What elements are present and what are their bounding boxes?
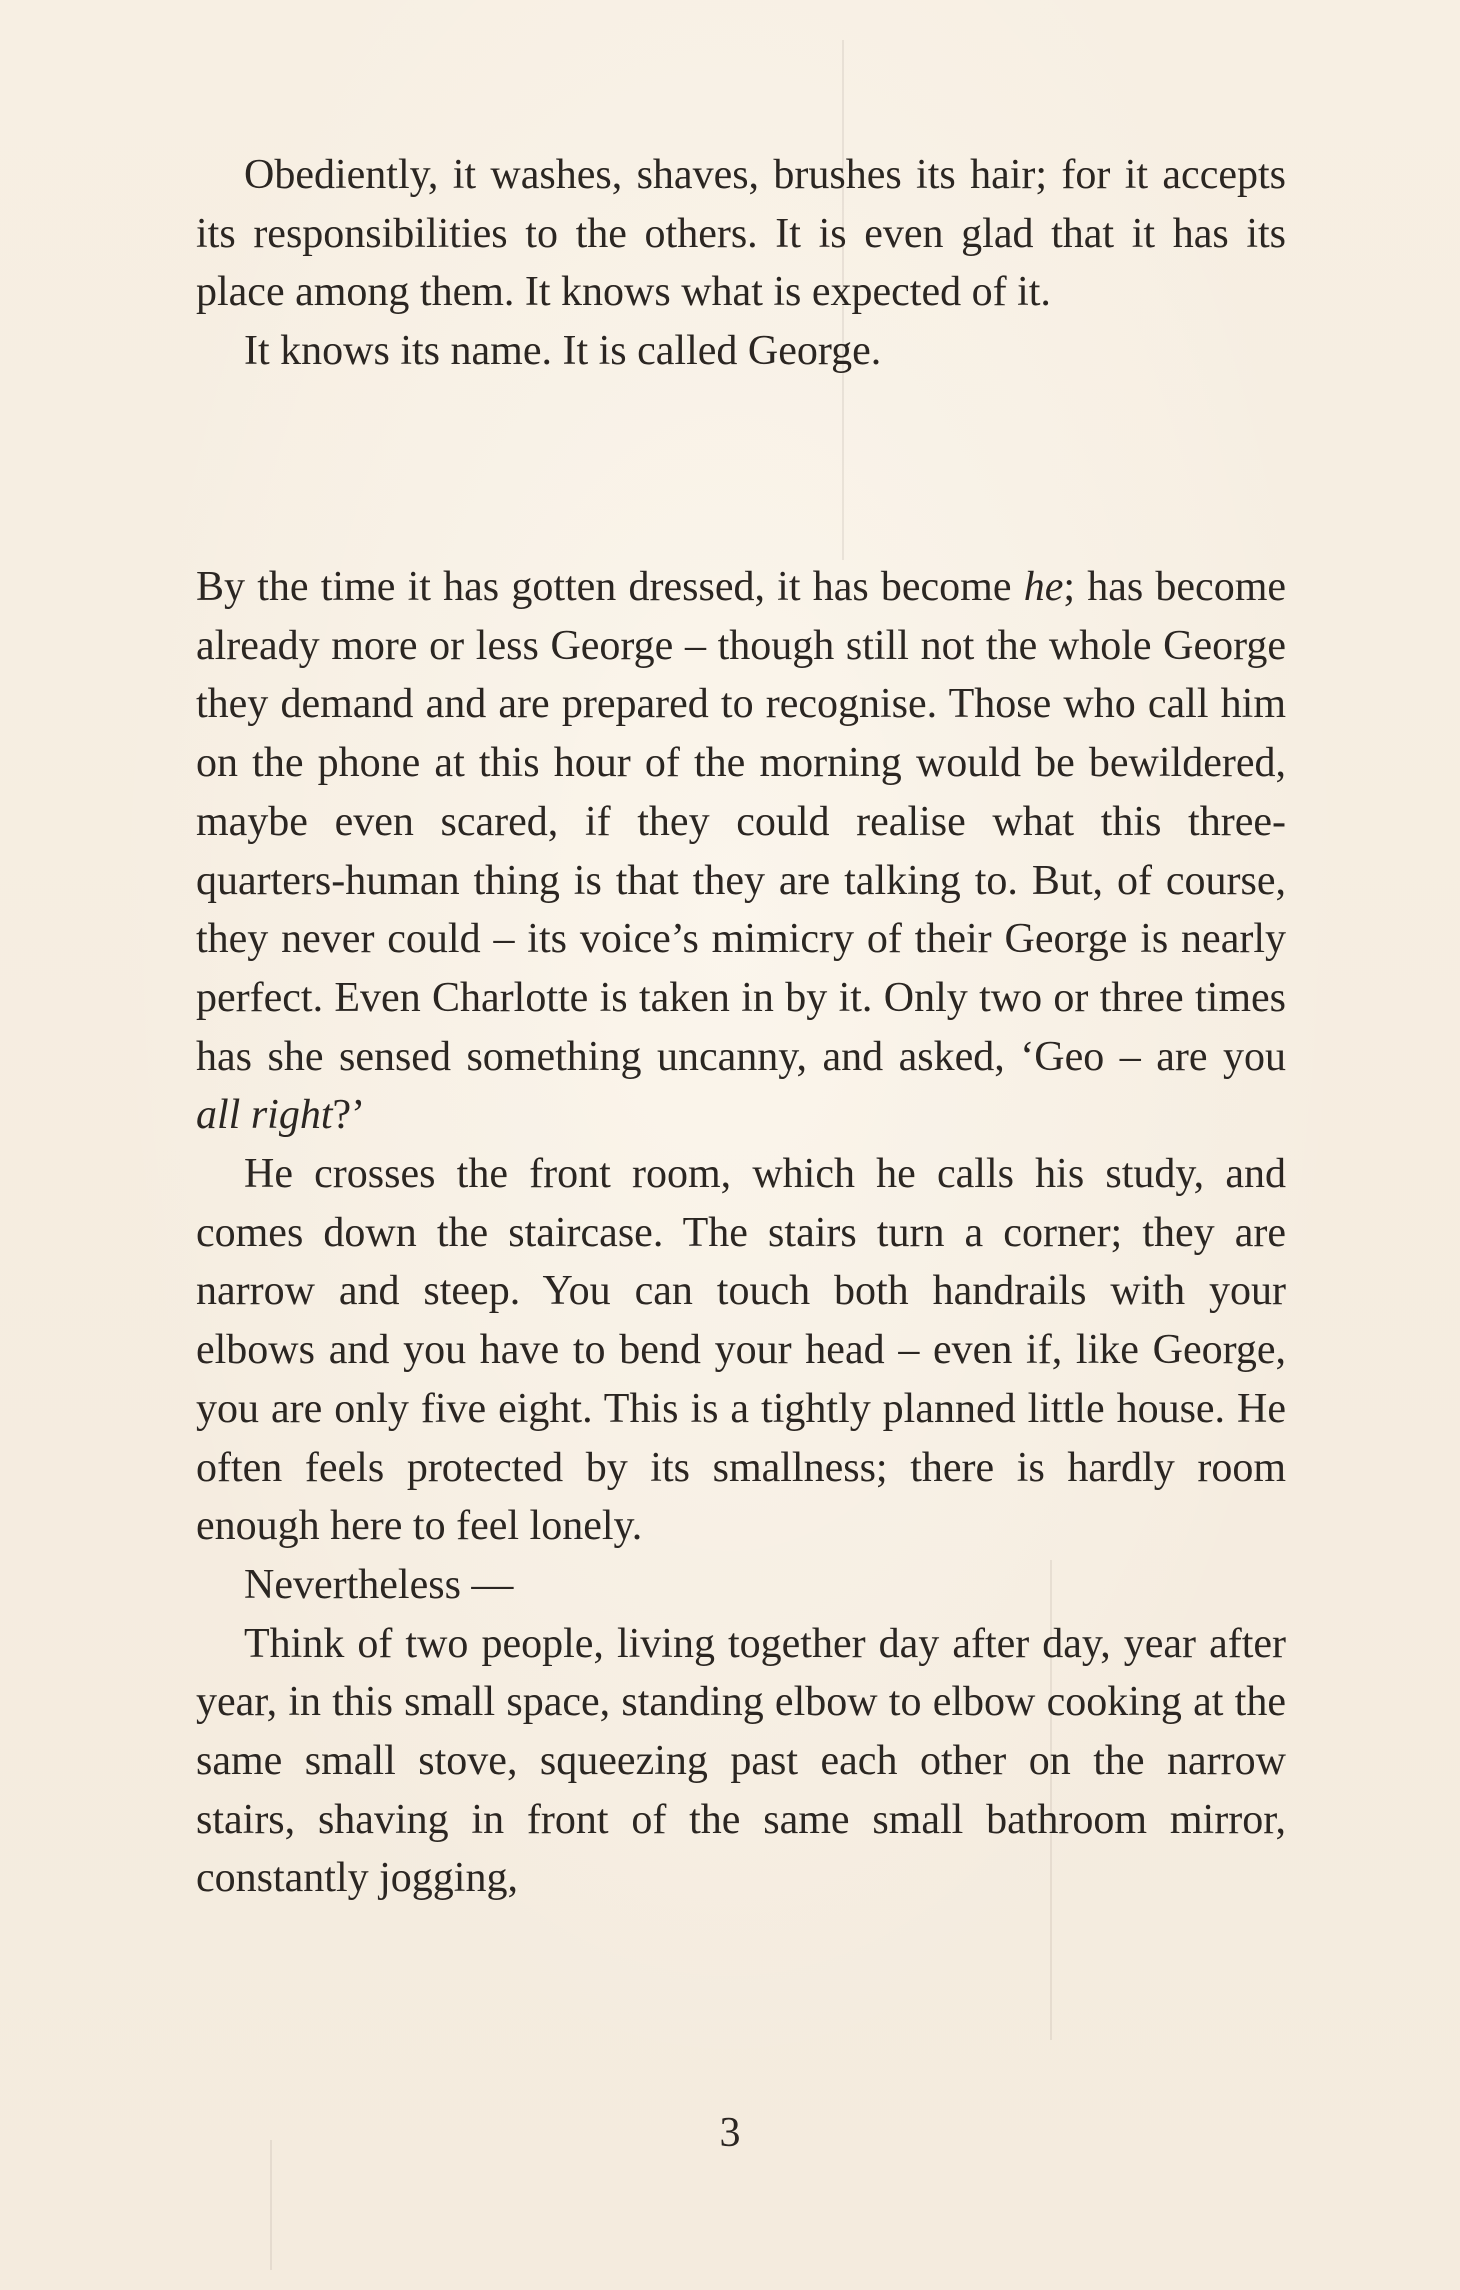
page-number: 3 <box>719 2110 741 2156</box>
text-run: By the time it has gotten dressed, it has become <box>196 564 1024 610</box>
italic-text: he <box>1023 564 1064 610</box>
paragraph: Think of two people, living together day after day, year after year, in this small space, standing elbow to elbow cooking at the same small stove, squeezing past each other on the narrow stairs, shaving in front of the same small bathroom mirror, constantly jogging, <box>196 1620 1286 1902</box>
paper-fiber <box>270 2140 272 2270</box>
paragraph-section-start <box>196 558 1286 1145</box>
paragraph: Nevertheless — <box>244 1561 514 1608</box>
opening-passage <box>196 146 1286 381</box>
text-run: ?’ <box>332 1092 366 1139</box>
text-run: ; has become already more or less George – though still not the whole George they demand and are prepared to recognise. Those who call him on the phone at this hour of the morning would be bewildered, maybe even scared, if they could realise what this three-quarters-human thing is that they are talking to. But, of course, they never could – its voice’s mimicry of their George is nearly perfect. Even Charlotte is taken in by it. Only two or three times has she sensed something uncanny, and asked, ‘Geo – are you <box>196 564 1286 1080</box>
paragraph: It knows its name. It is called George. <box>244 328 882 375</box>
paragraph: Obediently, it washes, shaves, brushes its hair; for it accepts its responsibilities to the others. It is even glad that it has its place among them. It knows what is expected of it. <box>196 152 1286 316</box>
main-passage <box>196 558 1286 1908</box>
paragraph: He crosses the front room, which he calls his study, and comes down the staircase. The stairs turn a corner; they are narrow and steep. You can touch both handrails with your elbows and you have to bend your head – even if, like George, you are only five eight. This is a tightly planned little house. He often feels protected by its smallness; there is hardly room enough here to feel lonely. <box>196 1151 1286 1550</box>
italic-text: all right <box>196 1092 333 1139</box>
